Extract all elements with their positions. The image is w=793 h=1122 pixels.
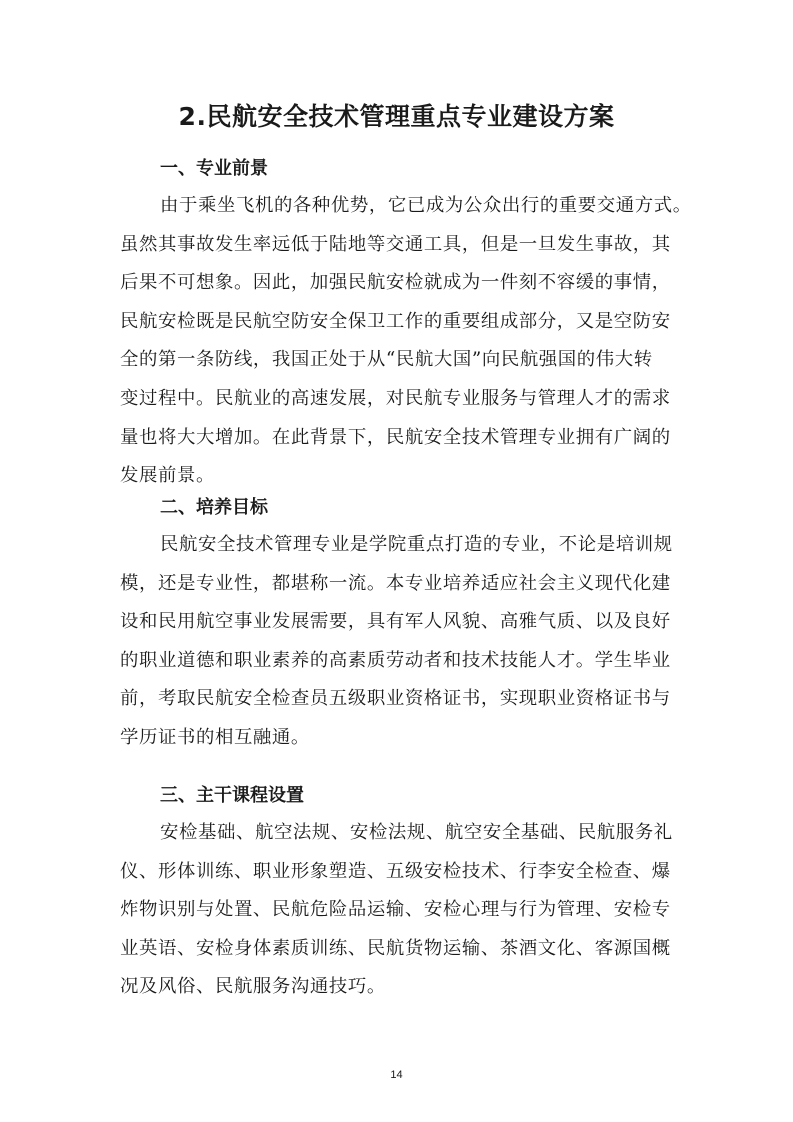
- paragraph-line: 的职业道德和职业素养的高素质劳动者和技术技能人才。学生毕业: [120, 649, 671, 671]
- paragraph-line: 学历证书的相互融通。: [120, 726, 310, 748]
- paragraph-line: 民航安全技术管理专业是学院重点打造的专业，不论是培训规: [160, 534, 673, 555]
- paragraph-line: 模，还是专业性，都堪称一流。本专业培养适应社会主义现代化建: [120, 572, 671, 594]
- paragraph-line: 况及风俗、民航服务沟通技巧。: [120, 976, 386, 998]
- page-number: 14: [390, 1069, 403, 1081]
- section-heading-objectives: 二、培养目标: [160, 497, 268, 518]
- paragraph-line: 前，考取民航安全检查员五级职业资格证书，实现职业资格证书与: [120, 688, 671, 710]
- section-heading-core-courses: 三、主干课程设置: [160, 785, 304, 806]
- paragraph-line: 业英语、安检身体素质训练、民航货物运输、茶酒文化、客源国概: [120, 937, 671, 959]
- paragraph-line: 仪、形体训练、职业形象塑造、五级安检技术、行李安全检查、爆: [120, 860, 671, 882]
- document-title: 2.民航安全技术管理重点专业建设方案: [178, 102, 615, 131]
- paragraph-line: 变过程中。民航业的高速发展，对民航专业服务与管理人才的需求: [120, 387, 671, 409]
- paragraph-line: 量也将大大增加。在此背景下，民航安全技术管理专业拥有广阔的: [120, 426, 671, 448]
- paragraph-line: 安检基础、航空法规、安检法规、航空安全基础、民航服务礼: [160, 822, 673, 843]
- section-body-prospects: [120, 187, 692, 496]
- section-body-core-courses: [120, 814, 685, 1007]
- paragraph-line: 后果不可想象。因此，加强民航安检就成为一件刻不容缓的事情，: [120, 272, 671, 294]
- paragraph-line: 民航安检既是民航空防安全保卫工作的重要组成部分，又是空防安: [120, 310, 671, 332]
- section-heading-prospects: 一、专业前景: [160, 158, 268, 179]
- paragraph-line: 全的第一条防线，我国正处于从“民航大国”向民航强国的伟大转: [120, 349, 653, 371]
- paragraph-line: 虽然其事故发生率远低于陆地等交通工具，但是一旦发生事故，其: [120, 233, 671, 255]
- paragraph-line: 炸物识别与处置、民航危险品运输、安检心理与行为管理、安检专: [120, 899, 671, 921]
- paragraph-line: 发展前景。: [120, 465, 215, 487]
- paragraph-line: 由于乘坐飞机的各种优势，它已成为公众出行的重要交通方式。: [160, 195, 692, 216]
- paragraph-line: 设和民用航空事业发展需要，具有军人风貌、高雅气质、以及良好: [120, 611, 671, 633]
- section-body-objectives: [120, 526, 685, 758]
